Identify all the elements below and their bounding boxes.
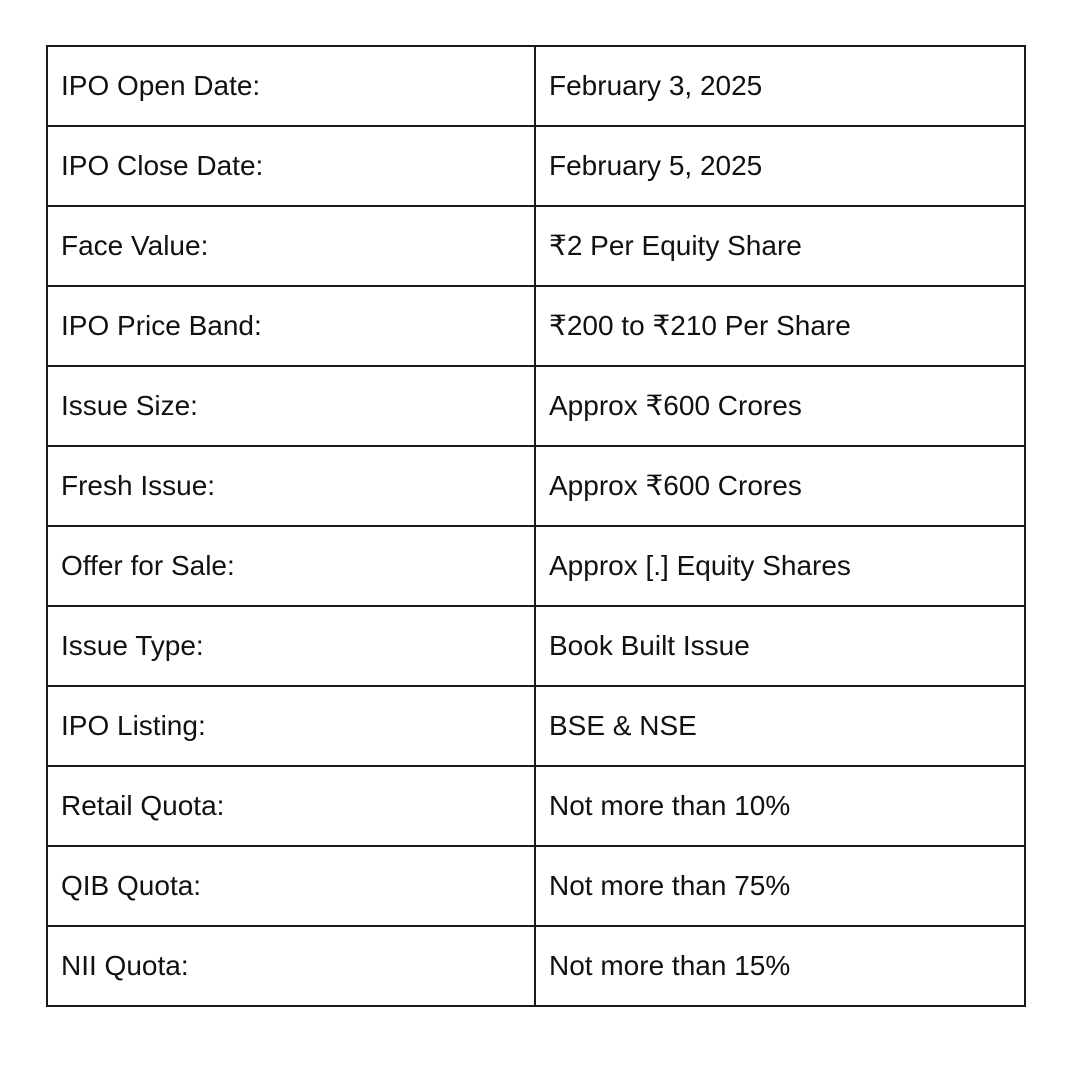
row-label: IPO Listing: [47, 686, 535, 766]
row-label: Issue Type: [47, 606, 535, 686]
row-label: Face Value: [47, 206, 535, 286]
table-row-retail-quota [47, 766, 1025, 846]
row-label: QIB Quota: [47, 846, 535, 926]
table-row-fresh-issue [47, 446, 1025, 526]
row-label: IPO Close Date: [47, 126, 535, 206]
row-label: NII Quota: [47, 926, 535, 1006]
table-row-listing [47, 686, 1025, 766]
row-label: IPO Price Band: [47, 286, 535, 366]
row-label: Issue Size: [47, 366, 535, 446]
row-label: Fresh Issue: [47, 446, 535, 526]
table-row-issue-type [47, 606, 1025, 686]
row-value: Approx ₹600 Crores [535, 366, 1025, 446]
table-row-face-value [47, 206, 1025, 286]
row-label: Retail Quota: [47, 766, 535, 846]
table-row-nii-quota [47, 926, 1025, 1006]
row-value: Not more than 15% [535, 926, 1025, 1006]
row-value: Book Built Issue [535, 606, 1025, 686]
ipo-details-body [47, 46, 1025, 1006]
table-row-offer-for-sale [47, 526, 1025, 606]
table-row-open-date [47, 46, 1025, 126]
row-value: Not more than 75% [535, 846, 1025, 926]
row-value: ₹200 to ₹210 Per Share [535, 286, 1025, 366]
row-value: BSE & NSE [535, 686, 1025, 766]
row-label: Offer for Sale: [47, 526, 535, 606]
row-value: February 5, 2025 [535, 126, 1025, 206]
row-label: IPO Open Date: [47, 46, 535, 126]
row-value: ₹2 Per Equity Share [535, 206, 1025, 286]
table-row-close-date [47, 126, 1025, 206]
table-row-price-band [47, 286, 1025, 366]
table-row-issue-size [47, 366, 1025, 446]
row-value: February 3, 2025 [535, 46, 1025, 126]
row-value: Not more than 10% [535, 766, 1025, 846]
row-value: Approx ₹600 Crores [535, 446, 1025, 526]
ipo-details-table [46, 45, 1026, 1007]
row-value: Approx [.] Equity Shares [535, 526, 1025, 606]
table-row-qib-quota [47, 846, 1025, 926]
